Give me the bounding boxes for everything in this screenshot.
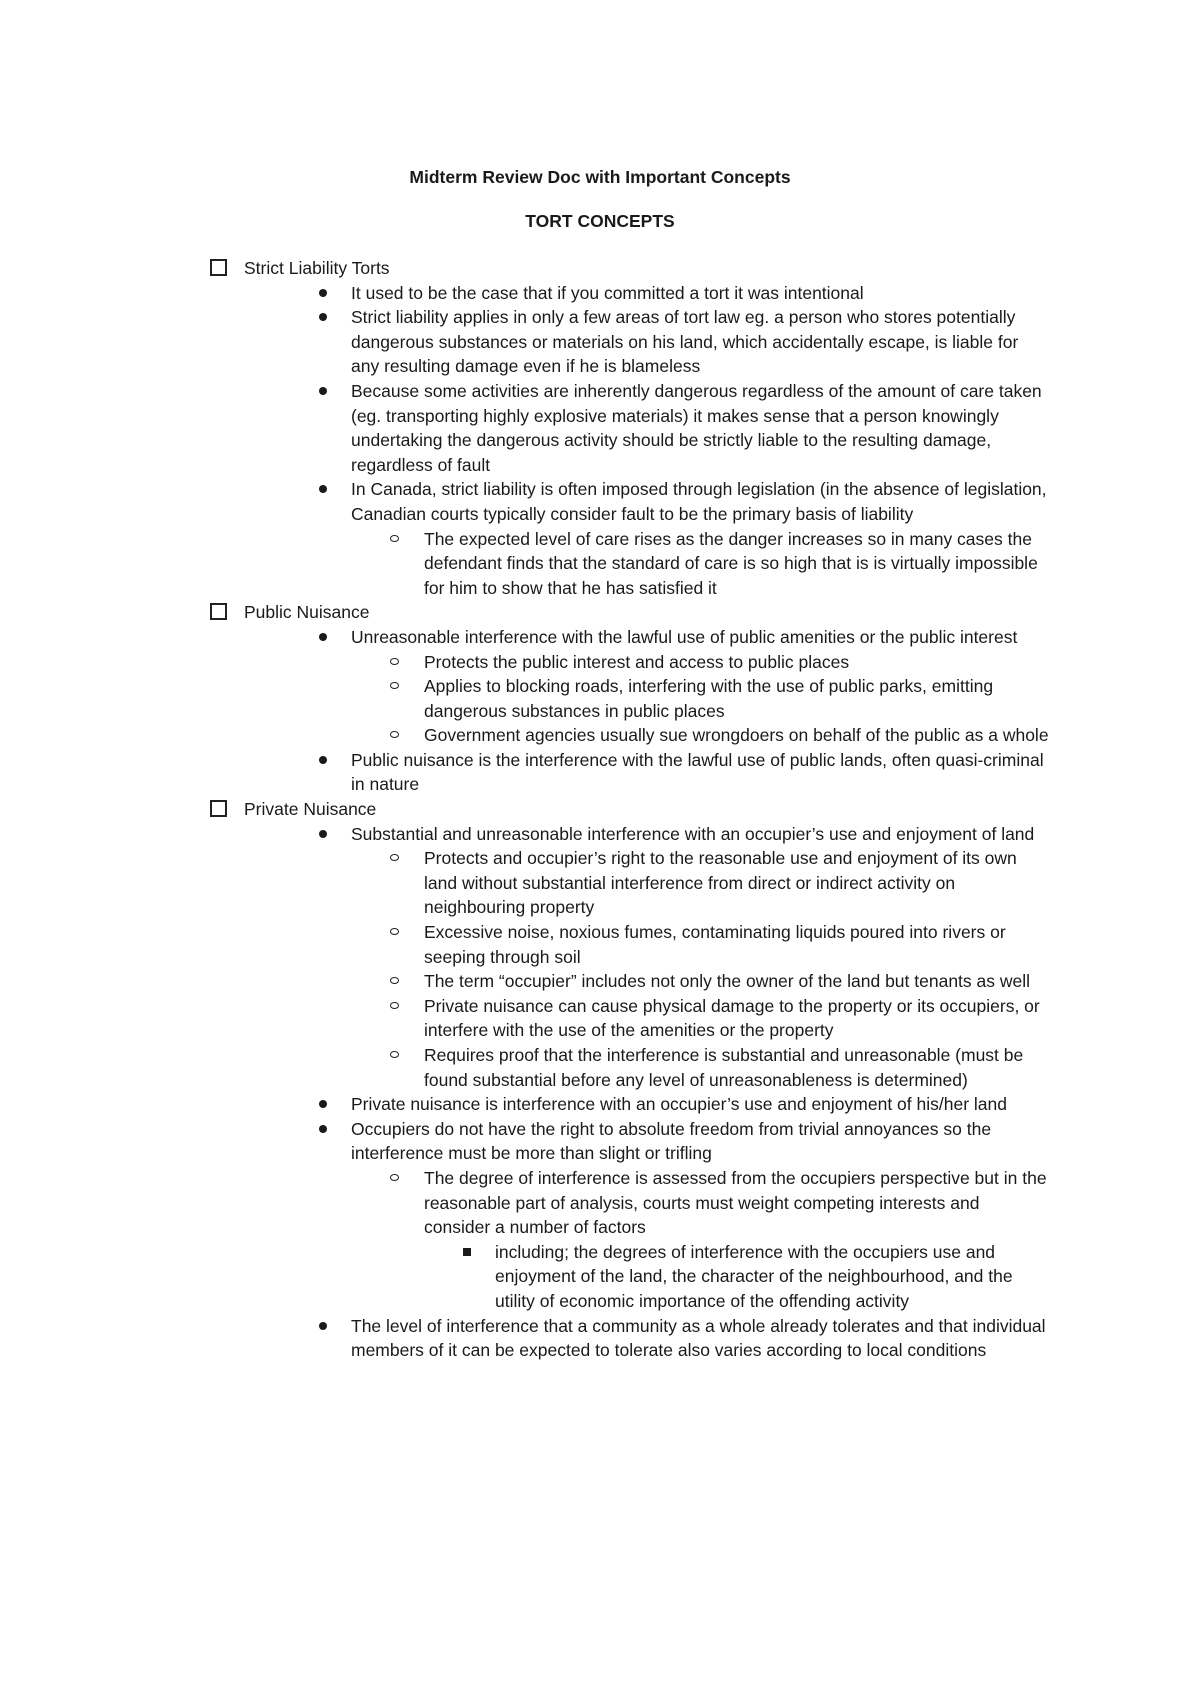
- circle-bullet-icon: [390, 1051, 399, 1058]
- list-item: [318, 477, 1050, 600]
- sub-list-item: [387, 1166, 1050, 1314]
- sub-sub-list-item-text: including; the degrees of interference with the occupiers use and enjoyment of the land, the character of the neighbourhood, and the utility of economic importance of the offending activity: [495, 1241, 1013, 1311]
- section-list: [210, 256, 1050, 1363]
- list-item: [318, 305, 1050, 379]
- list-item: [318, 1117, 1050, 1314]
- sub-bullet-list: [387, 846, 1050, 1092]
- bullet-icon: [319, 387, 327, 395]
- bullet-list: [318, 822, 1050, 1363]
- sub-list-item: [387, 1043, 1050, 1092]
- circle-bullet-icon: [390, 535, 399, 542]
- sub-list-item: [387, 994, 1050, 1043]
- list-item-text: Public nuisance is the interference with the lawful use of public lands, often quasi-criminal in nature: [351, 749, 1044, 795]
- bullet-icon: [319, 1100, 327, 1108]
- sub-sub-list-item: [460, 1240, 1050, 1314]
- list-item: [318, 625, 1050, 748]
- sub-list-item-text: The expected level of care rises as the danger increases so in many cases the defendant finds that the standard of care is so high that is is virtually impossible for him to show that he has satisfied it: [424, 528, 1038, 598]
- sub-bullet-list: [387, 650, 1050, 748]
- sub-list-item-text: Government agencies usually sue wrongdoers on behalf of the public as a whole: [424, 725, 1049, 746]
- circle-bullet-icon: [390, 854, 399, 861]
- checkbox-icon[interactable]: [210, 800, 227, 817]
- list-item: [318, 822, 1050, 1093]
- circle-bullet-icon: [390, 1174, 399, 1181]
- sub-list-item-text: Protects and occupier’s right to the reasonable use and enjoyment of its own land without substantial interference from direct or indirect activity on neighbouring property: [424, 848, 1017, 918]
- list-item: [318, 281, 1050, 306]
- document-title: Midterm Review Doc with Important Concepts: [409, 167, 791, 187]
- list-item: [318, 379, 1050, 477]
- section-public-nuisance: [210, 600, 1050, 797]
- list-item-text: Private nuisance is interference with an occupier’s use and enjoyment of his/her land: [351, 1094, 1007, 1115]
- sub-list-item: [387, 650, 1050, 675]
- circle-bullet-icon: [390, 928, 399, 935]
- sub-list-item: [387, 527, 1050, 601]
- section-heading: Private Nuisance: [244, 799, 377, 820]
- circle-bullet-icon: [390, 731, 399, 738]
- list-item-text: Because some activities are inherently dangerous regardless of the amount of care taken (eg. transporting highly explosive materials) it makes sense that a person knowingly undertaking the dangerous activity should be strictly liable to the resulting damage, regardless of fault: [351, 380, 1042, 475]
- sub-bullet-list: [387, 1166, 1050, 1314]
- bullet-icon: [319, 633, 327, 641]
- bullet-icon: [319, 1322, 327, 1330]
- list-item: [318, 1092, 1050, 1117]
- checkbox-icon[interactable]: [210, 603, 227, 620]
- section-heading: Strict Liability Torts: [244, 258, 390, 278]
- list-item-text: Substantial and unreasonable interference with an occupier’s use and enjoyment of land: [351, 823, 1035, 844]
- sub-bullet-list: [387, 527, 1050, 601]
- section-strict-liability: [210, 256, 1050, 600]
- bullet-icon: [319, 830, 327, 838]
- bullet-icon: [319, 289, 327, 297]
- checkbox-icon[interactable]: [210, 259, 227, 276]
- circle-bullet-icon: [390, 1002, 399, 1009]
- list-item-text: Unreasonable interference with the lawful use of public amenities or the public interest: [351, 626, 1018, 647]
- bullet-icon: [319, 485, 327, 493]
- list-item-text: The level of interference that a community as a whole already tolerates and that individual members of it can be expected to tolerate also varies according to local conditions: [351, 1315, 1046, 1361]
- list-item-text: Occupiers do not have the right to absolute freedom from trivial annoyances so the interference must be more than slight or trifling: [351, 1118, 992, 1164]
- sub-list-item: [387, 920, 1050, 969]
- sub-sub-bullet-list: [460, 1240, 1050, 1314]
- bullet-icon: [319, 756, 327, 764]
- bullet-list: [318, 625, 1050, 797]
- sub-list-item-text: Private nuisance can cause physical damage to the property or its occupiers, or interfere with the use of the amenities or the property: [424, 995, 1040, 1041]
- circle-bullet-icon: [390, 682, 399, 689]
- list-item-text: It used to be the case that if you committed a tort it was intentional: [351, 282, 864, 303]
- sub-list-item: [387, 674, 1050, 723]
- sub-list-item-text: Excessive noise, noxious fumes, contaminating liquids poured into rivers or seeping through soil: [424, 922, 1006, 967]
- sub-list-item: [387, 723, 1050, 748]
- bullet-icon: [319, 1125, 327, 1133]
- sub-list-item-text: The term “occupier” includes not only the owner of the land but tenants as well: [424, 971, 1031, 992]
- square-bullet-icon: [463, 1248, 471, 1256]
- sub-list-item-text: Protects the public interest and access to public places: [424, 651, 850, 672]
- section-heading: Public Nuisance: [244, 602, 370, 623]
- circle-bullet-icon: [390, 977, 399, 984]
- bullet-icon: [319, 313, 327, 321]
- section-title: TORT CONCEPTS: [525, 211, 675, 231]
- list-item-text: Strict liability applies in only a few areas of tort law eg. a person who stores potentially dangerous substances or materials on his land, which accidentally escape, is liable for any resulting damage even if he is blameless: [351, 307, 1019, 377]
- section-private-nuisance: [210, 797, 1050, 1363]
- sub-list-item: [387, 846, 1050, 920]
- document-body: [210, 256, 1050, 1363]
- sub-list-item-text: The degree of interference is assessed from the occupiers perspective but in the reasonable part of analysis, courts must weight competing interests and consider a number of factors: [424, 1167, 1047, 1238]
- sub-list-item: [387, 969, 1050, 994]
- list-item: [318, 748, 1050, 797]
- list-item-text: In Canada, strict liability is often imposed through legislation (in the absence of legislation, Canadian courts typically consider fault to be the primary basis of liability: [351, 479, 1047, 524]
- bullet-list: [318, 281, 1050, 601]
- sub-list-item-text: Applies to blocking roads, interfering with the use of public parks, emitting dangerous substances in public places: [424, 676, 994, 721]
- circle-bullet-icon: [390, 658, 399, 665]
- list-item: [318, 1314, 1050, 1363]
- sub-list-item-text: Requires proof that the interference is substantial and unreasonable (must be found substantial before any level of unreasonableness is determined): [424, 1045, 1024, 1090]
